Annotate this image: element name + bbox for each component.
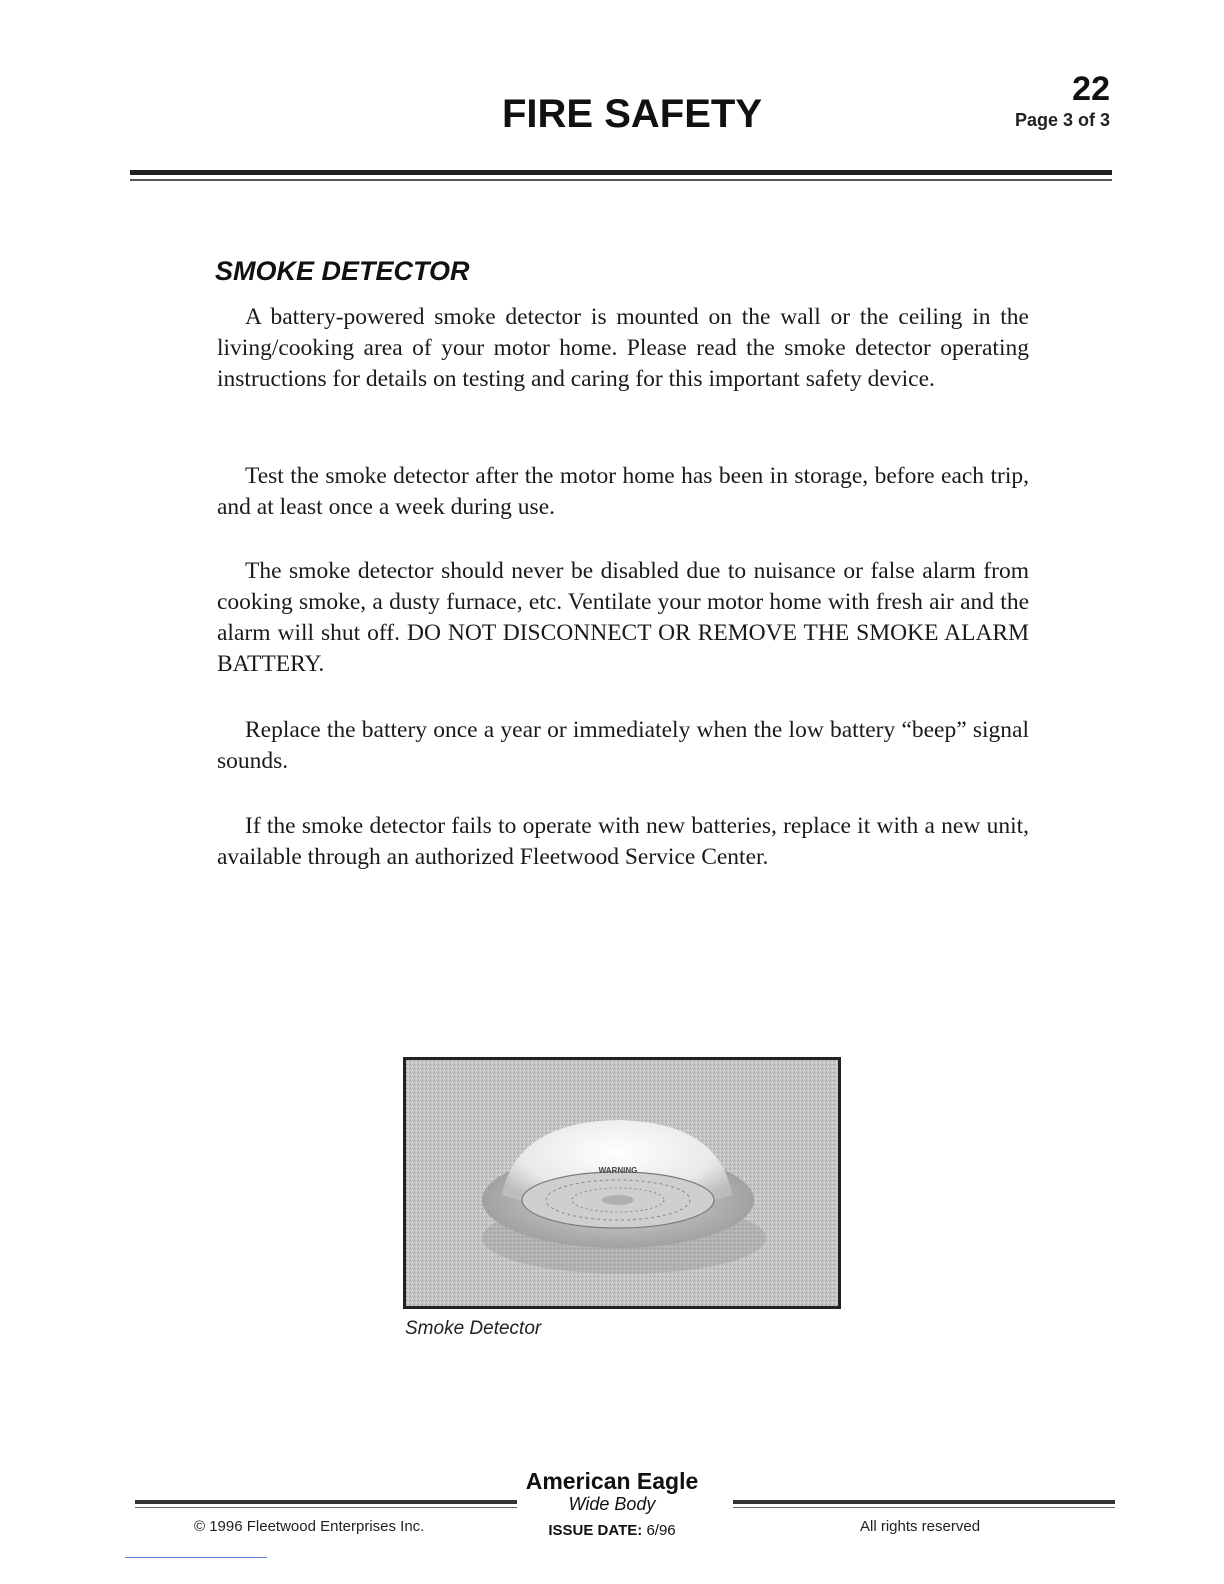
rights-notice: All rights reserved [860, 1518, 981, 1535]
figure-caption: Smoke Detector [405, 1318, 542, 1339]
paragraph-5: If the smoke detector fails to operate with new batteries, replace it with a new unit, available through an authorized Fleetwood Service Center. [217, 813, 1029, 870]
issue-date [0, 1522, 1224, 1539]
paragraph-1: A battery-powered smoke detector is mounted on the wall or the ceiling in the living/cooking area of your motor home. Please read the smoke detector operating instructions for details on testing and caring for this important safety device. [217, 304, 1029, 392]
footer-rule-left [135, 1500, 517, 1504]
header-rule-thin [130, 179, 1112, 181]
footer-brand-subtitle: Wide Body [568, 1494, 656, 1514]
section-title: FIRE SAFETY [502, 92, 763, 136]
footer-rule-right-thin [733, 1507, 1115, 1508]
smoke-detector-photo [403, 1057, 841, 1309]
footer-brand: American Eagle [525, 1468, 699, 1494]
underline-mark [125, 1557, 267, 1558]
smoke-detector-illustration [406, 1060, 838, 1306]
issue-date-value: 6/96 [646, 1522, 676, 1539]
section-heading: SMOKE DETECTOR [215, 256, 470, 286]
copyright-notice: © 1996 Fleetwood Enterprises Inc. [194, 1518, 425, 1535]
paragraph-4: Replace the battery once a year or immediately when the low battery “beep” signal sounds. [217, 717, 1029, 774]
footer-rule-left-thin [135, 1507, 517, 1508]
footer-rule-right [733, 1500, 1115, 1504]
header-rule [130, 170, 1112, 175]
device-warning-label: WARNING [598, 1166, 638, 1175]
page-number: 22 [1072, 70, 1110, 108]
paragraph-3: The smoke detector should never be disabled due to nuisance or false alarm from cooking smoke, a dusty furnace, etc. Ventilate your motor home with fresh air and the alarm will shut off. DO NOT DISCONNECT OR REMOVE THE SMOKE ALARM BATTERY. [217, 558, 1029, 677]
issue-date-label: ISSUE DATE: [548, 1522, 643, 1539]
paragraph-2: Test the smoke detector after the motor home has been in storage, before each trip, and at least once a week during use. [217, 463, 1029, 520]
page-count: Page 3 of 3 [1014, 110, 1110, 130]
